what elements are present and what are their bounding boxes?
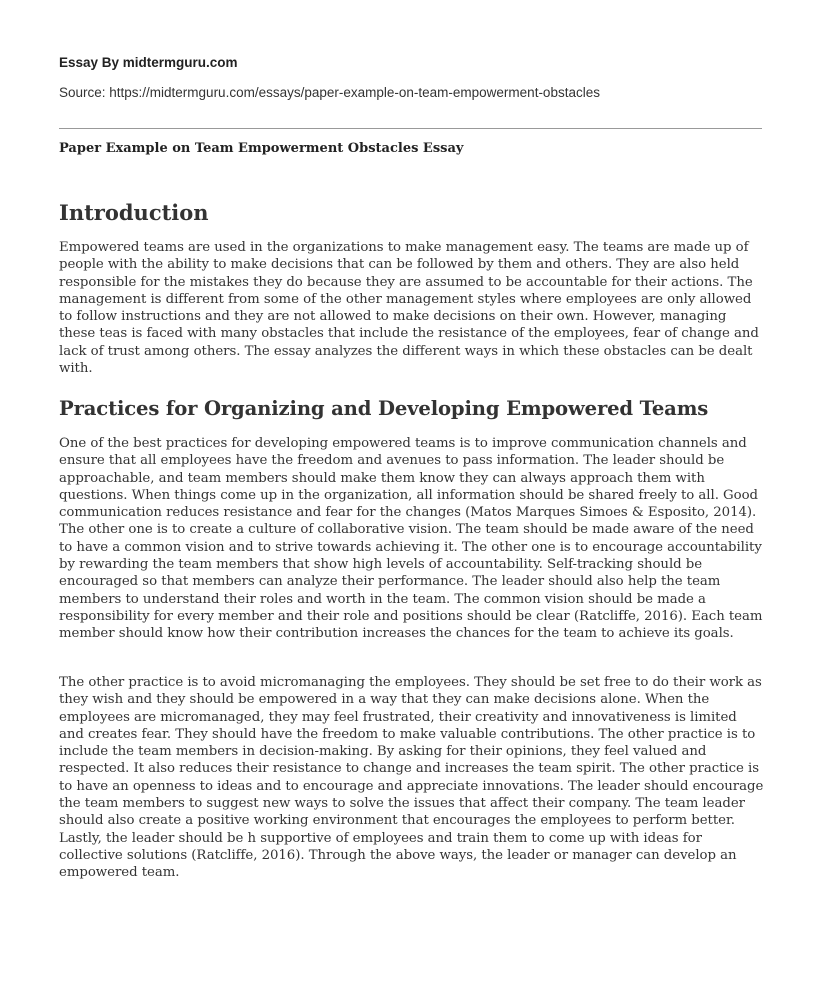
practices-paragraph-2: The other practice is to avoid micromanaging the employees. They should be set free to do their work as they wish and they should be empowered in a way that they can make decisions alone. When the employees are micromanaged, they may feel frustrated, their creativity and innovativeness is limited and creates fear. They should have the freedom to make valuable contributions. The other practice is to include the team members in decision-making. By asking for their opinions, they feel valued and respected. It also reduces their resistance to change and increases the team spirit. The other practice is to have an openness to ideas and to encourage and appreciate innovations. The leader should encourage the team members to suggest new ways to solve the issues that affect their company. The team leader should also create a positive working environment that encourages the employees to perform better. Lastly, the leader should be h supportive of employees and train them to come up with ideas for collective solutions (Ratcliffe, 2016). Through the above ways, the leader or manager can develop an empowered team. — [59, 675, 764, 881]
section-heading-practices: Practices for Organizing and Developing Empowered Teams — [59, 397, 709, 420]
site-brand: Essay By midtermguru.com — [59, 55, 238, 70]
essay-title: Paper Example on Team Empowerment Obstacles Essay — [59, 141, 464, 156]
section-heading-introduction: Introduction — [59, 200, 209, 225]
source-line: Source: https://midtermguru.com/essays/paper-example-on-team-empowerment-obstacles — [59, 85, 600, 100]
header-divider — [59, 128, 762, 129]
introduction-paragraph: Empowered teams are used in the organizations to make management easy. The teams are made up of people with the ability to make decisions that can be followed by them and others. They are also held responsible for the mistakes they do because they are assumed to be accountable for their actions. The management is different from some of the other management styles where employees are only allowed to follow instructions and they are not allowed to make decisions on their own. However, managing these teas is faced with many obstacles that include the resistance of the employees, fear of change and lack of trust among others. The essay analyzes the different ways in which these obstacles can be dealt with. — [59, 240, 759, 377]
practices-paragraph-1: One of the best practices for developing empowered teams is to improve communication channels and ensure that all employees have the freedom and avenues to pass information. The leader should be approachable, and team members should make them know they can always approach them with questions. When things come up in the organization, all information should be shared freely to all. Good communication reduces resistance and fear for the changes (Matos Marques Simoes & Esposito, 2014). The other one is to create a culture of collaborative vision. The team should be made aware of the need to have a common vision and to strive towards achieving it. The other one is to encourage accountability by rewarding the team members that show high levels of accountability. Self-tracking should be encouraged so that members can analyze their performance. The leader should also help the team members to understand their roles and worth in the team. The common vision should be made a responsibility for every member and their role and positions should be clear (Ratcliffe, 2016). Each team member should know how their contribution increases the chances for the team to achieve its goals. — [59, 436, 763, 642]
